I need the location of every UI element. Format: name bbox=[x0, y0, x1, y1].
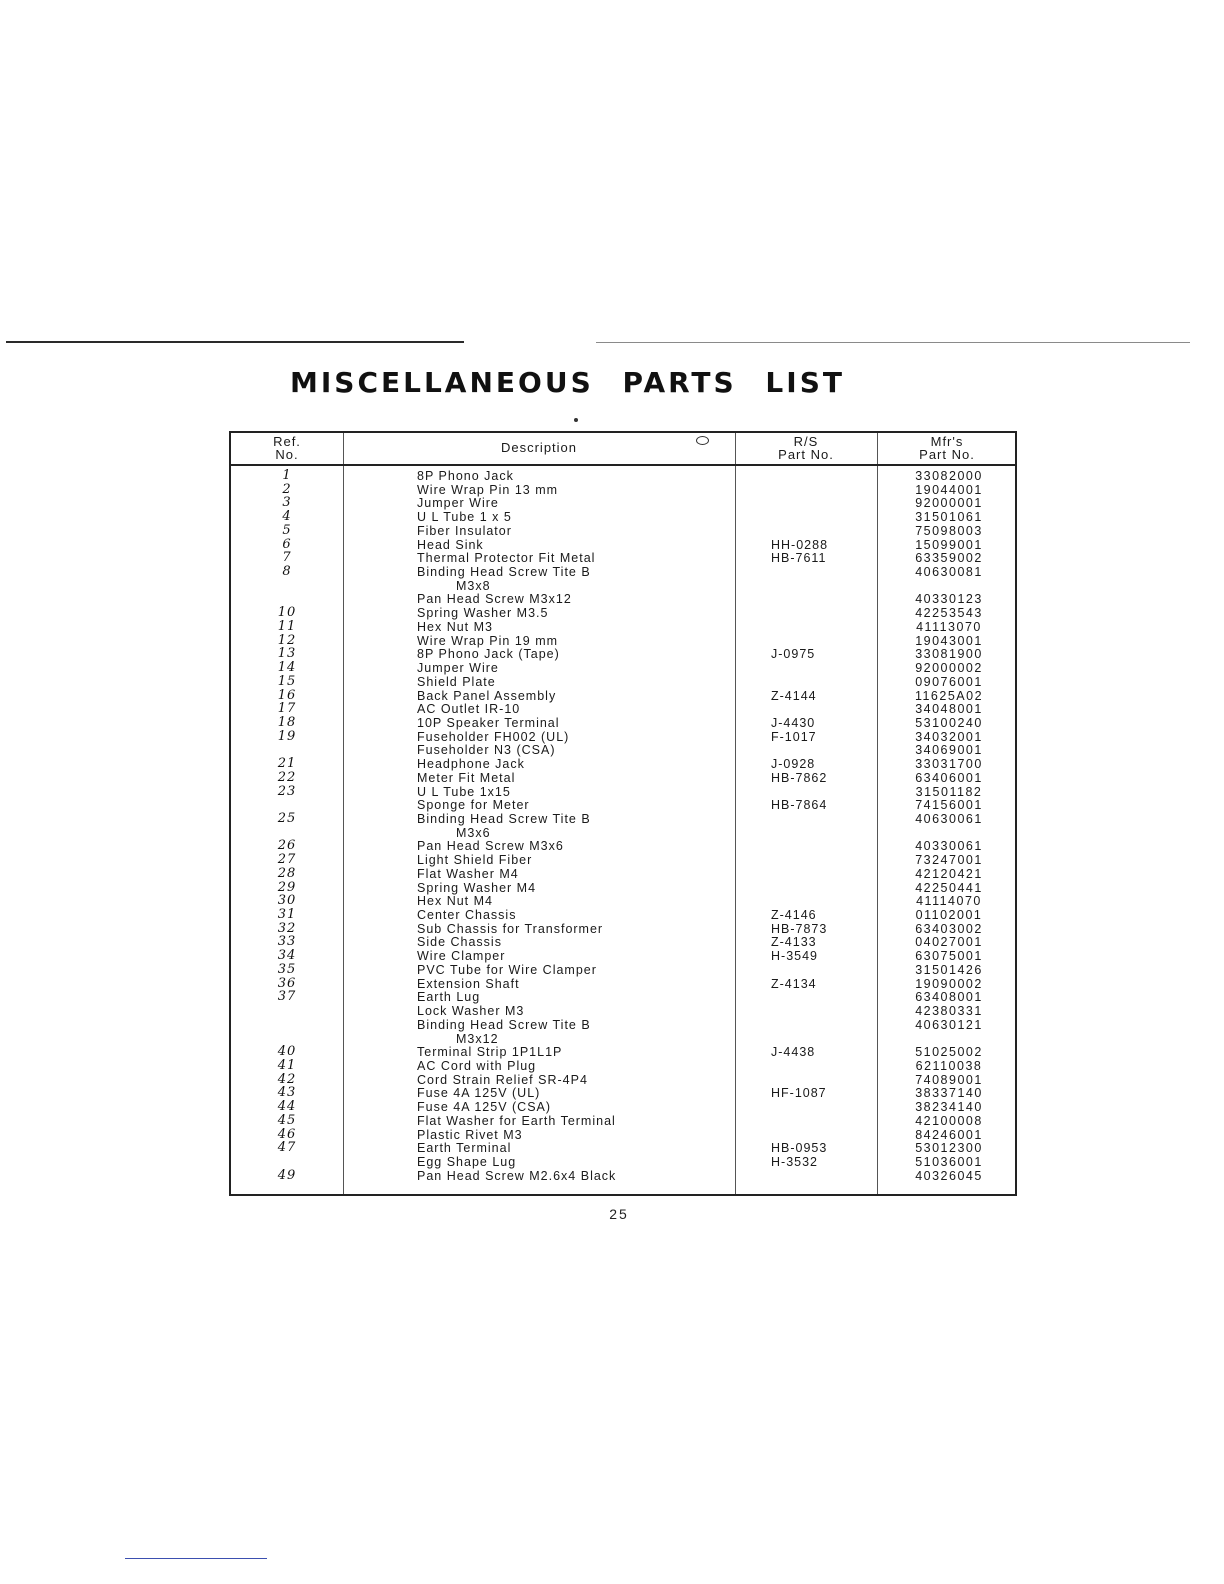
table-row bbox=[231, 647, 1015, 661]
table-row bbox=[231, 908, 1015, 922]
part-description: Binding Head Screw Tite B bbox=[417, 1017, 591, 1032]
ref-number: 14 bbox=[277, 660, 297, 676]
mfr-header-line2: Part No. bbox=[919, 447, 975, 462]
ref-number: 49 bbox=[277, 1167, 297, 1183]
ref-number: 13 bbox=[277, 646, 297, 662]
table-row bbox=[231, 963, 1015, 977]
mfr-part-number: 84246001 bbox=[915, 1127, 983, 1142]
table-row bbox=[231, 894, 1015, 908]
part-description: Sponge for Meter bbox=[417, 798, 530, 813]
part-description: Jumper Wire bbox=[417, 661, 499, 676]
ref-number: 32 bbox=[277, 920, 297, 936]
rs-part-no-header bbox=[735, 435, 877, 461]
mfr-part-number: 42250441 bbox=[915, 880, 983, 895]
ref-number: 17 bbox=[277, 701, 297, 717]
part-description: Flat Washer M4 bbox=[417, 866, 519, 881]
mfr-part-number: 62110038 bbox=[915, 1058, 983, 1073]
part-description: Headphone Jack bbox=[417, 757, 525, 772]
mfr-part-number: 40630121 bbox=[915, 1017, 983, 1032]
ref-number: 44 bbox=[277, 1099, 297, 1115]
ref-number: 28 bbox=[277, 865, 297, 881]
part-description: Wire Clamper bbox=[417, 949, 506, 964]
circle-mark bbox=[696, 436, 709, 445]
table-row bbox=[231, 1114, 1015, 1128]
ref-number: 10 bbox=[277, 605, 297, 621]
dot-mark bbox=[574, 418, 578, 422]
mfr-part-number: 92000001 bbox=[915, 496, 983, 511]
mfr-part-number: 31501182 bbox=[915, 784, 983, 799]
rs-part-number: J-0975 bbox=[771, 647, 816, 662]
part-description: Binding Head Screw Tite B bbox=[417, 812, 591, 826]
rs-part-number: HB-0953 bbox=[771, 1141, 828, 1156]
ref-number: 35 bbox=[277, 961, 297, 977]
mfr-part-number: 33081900 bbox=[915, 647, 983, 662]
ref-number: 15 bbox=[277, 673, 297, 689]
mfr-part-number: 92000002 bbox=[915, 661, 983, 676]
ref-number: 2 bbox=[282, 481, 292, 497]
ref-number: 3 bbox=[282, 495, 292, 511]
part-description: 10P Speaker Terminal bbox=[417, 715, 560, 730]
part-description: PVC Tube for Wire Clamper bbox=[417, 962, 597, 977]
ref-number: 29 bbox=[277, 879, 297, 895]
ref-number: 46 bbox=[277, 1126, 297, 1142]
rs-part-number: J-4438 bbox=[771, 1045, 816, 1060]
mfr-part-number: 41113070 bbox=[916, 619, 982, 634]
mfr-part-number: 73247001 bbox=[915, 853, 983, 868]
ref-number: 6 bbox=[282, 536, 292, 552]
mfr-part-number: 42120421 bbox=[915, 866, 983, 881]
rs-part-number: HB-7611 bbox=[771, 551, 827, 566]
part-description: Center Chassis bbox=[417, 908, 517, 923]
mfr-part-number: 33082000 bbox=[915, 469, 983, 483]
table-row bbox=[231, 867, 1015, 881]
part-description: Sub Chassis for Transformer bbox=[417, 921, 604, 936]
table-row bbox=[231, 592, 1015, 606]
ref-number: 11 bbox=[277, 618, 297, 634]
rs-part-number: Z-4144 bbox=[771, 688, 817, 703]
ref-number: 31 bbox=[277, 907, 297, 923]
ref-number: 33 bbox=[277, 934, 297, 950]
part-description: AC Cord with Plug bbox=[417, 1058, 537, 1073]
part-description: Flat Washer for Earth Terminal bbox=[417, 1113, 616, 1128]
part-description: 8P Phono Jack (Tape) bbox=[417, 647, 560, 662]
part-description: Cord Strain Relief SR-4P4 bbox=[417, 1072, 588, 1087]
part-description: Head Sink bbox=[417, 537, 484, 552]
table-row bbox=[231, 949, 1015, 963]
ref-number: 36 bbox=[277, 975, 297, 991]
table-row bbox=[231, 510, 1015, 524]
ref-number: 40 bbox=[277, 1044, 297, 1060]
table-row bbox=[231, 798, 1015, 812]
part-description: Hex Nut M3 bbox=[417, 619, 493, 634]
table-row bbox=[231, 524, 1015, 538]
table-row bbox=[231, 935, 1015, 949]
table-row bbox=[231, 1128, 1015, 1142]
table-row bbox=[231, 661, 1015, 675]
mfr-part-no-header bbox=[877, 435, 1017, 461]
part-description: Plastic Rivet M3 bbox=[417, 1127, 523, 1142]
ref-number: 37 bbox=[277, 989, 297, 1005]
part-description: Extension Shaft bbox=[417, 976, 520, 991]
mfr-part-number: 53012300 bbox=[915, 1141, 983, 1156]
rs-part-number: J-4430 bbox=[771, 715, 816, 730]
mfr-part-number: 31501061 bbox=[915, 510, 983, 525]
description-header bbox=[343, 441, 735, 454]
mfr-part-number: 33031700 bbox=[915, 757, 983, 772]
ref-number: 18 bbox=[277, 714, 297, 730]
mfr-part-number: 19044001 bbox=[915, 482, 983, 497]
mfr-part-number: 09076001 bbox=[915, 674, 983, 689]
rs-header-line1: R/S bbox=[793, 434, 819, 449]
top-rule-right bbox=[596, 342, 1190, 343]
ref-header-line1: Ref. bbox=[273, 434, 301, 449]
ref-number: 42 bbox=[277, 1071, 297, 1087]
parts-table bbox=[229, 431, 1017, 1196]
table-row bbox=[231, 922, 1015, 936]
part-description: AC Outlet IR-10 bbox=[417, 702, 521, 717]
mfr-part-number: 38234140 bbox=[915, 1100, 983, 1115]
part-description: U L Tube 1x15 bbox=[417, 784, 511, 799]
table-row bbox=[231, 538, 1015, 552]
rs-part-number: Z-4134 bbox=[771, 976, 817, 991]
ref-number: 23 bbox=[277, 783, 297, 799]
table-row bbox=[231, 496, 1015, 510]
description-header-label: Description bbox=[500, 440, 578, 455]
ref-number: 22 bbox=[277, 769, 297, 785]
rs-part-number: F-1017 bbox=[771, 729, 817, 744]
rs-part-number: HH-0288 bbox=[771, 537, 829, 552]
table-row bbox=[231, 771, 1015, 785]
part-description: Lock Washer M3 bbox=[417, 1004, 525, 1019]
table-row bbox=[231, 839, 1015, 853]
mfr-part-number: 51025002 bbox=[915, 1045, 983, 1060]
ref-number: 19 bbox=[277, 728, 297, 744]
mfr-part-number: 42100008 bbox=[915, 1113, 983, 1128]
ref-number: 47 bbox=[277, 1140, 297, 1156]
table-row bbox=[231, 551, 1015, 565]
mfr-part-number: 40630061 bbox=[915, 812, 983, 826]
part-description: Pan Head Screw M3x12 bbox=[417, 592, 572, 607]
part-description: Spring Washer M4 bbox=[417, 880, 537, 895]
ref-number: 26 bbox=[277, 838, 297, 854]
table-row bbox=[231, 689, 1015, 703]
mfr-part-number: 40330061 bbox=[915, 839, 983, 854]
table-row bbox=[231, 881, 1015, 895]
mfr-part-number: 19090002 bbox=[915, 976, 983, 991]
table-row bbox=[231, 990, 1015, 1004]
rs-part-number: HB-7864 bbox=[771, 798, 828, 813]
part-description: Fuseholder FH002 (UL) bbox=[417, 729, 570, 744]
ref-number: 41 bbox=[277, 1057, 297, 1073]
mfr-part-number: 38337140 bbox=[915, 1086, 983, 1101]
mfr-part-number: 63408001 bbox=[915, 990, 983, 1005]
ref-number: 43 bbox=[277, 1085, 297, 1101]
rs-part-number: Z-4146 bbox=[771, 908, 817, 923]
ref-header-line2: No. bbox=[275, 447, 299, 462]
ref-number: 45 bbox=[277, 1112, 297, 1128]
mfr-part-number: 15099001 bbox=[915, 537, 983, 552]
part-description: Jumper Wire bbox=[417, 496, 499, 511]
page-number: 25 bbox=[609, 1206, 629, 1222]
mfr-part-number: 40630081 bbox=[915, 565, 983, 580]
ref-number: 5 bbox=[282, 522, 292, 538]
ref-number: 12 bbox=[277, 632, 297, 648]
part-description: Wire Wrap Pin 19 mm bbox=[417, 633, 559, 648]
table-row bbox=[231, 1100, 1015, 1114]
table-row bbox=[231, 853, 1015, 867]
rs-part-number: HF-1087 bbox=[771, 1086, 827, 1101]
ref-number: 25 bbox=[277, 811, 297, 826]
mfr-part-number: 42253543 bbox=[915, 606, 983, 621]
table-row bbox=[231, 743, 1015, 757]
part-description: Binding Head Screw Tite B bbox=[417, 565, 591, 580]
mfr-part-number: 01102001 bbox=[915, 908, 983, 923]
part-description: Hex Nut M4 bbox=[417, 894, 493, 909]
ref-number: 21 bbox=[277, 756, 297, 772]
ref-number: 27 bbox=[277, 852, 297, 868]
part-description: Pan Head Screw M3x6 bbox=[417, 839, 564, 854]
part-description: Back Panel Assembly bbox=[417, 688, 557, 703]
part-description: Terminal Strip 1P1L1P bbox=[417, 1045, 563, 1060]
table-row bbox=[231, 606, 1015, 620]
mfr-part-number: 19043001 bbox=[915, 633, 983, 648]
part-description-continuation: M3x12 bbox=[456, 1031, 499, 1046]
rs-part-number: Z-4133 bbox=[771, 935, 817, 950]
mfr-part-number: 63075001 bbox=[915, 949, 983, 964]
page-title: MISCELLANEOUS PARTS LIST bbox=[290, 366, 845, 399]
table-row bbox=[231, 579, 1015, 593]
mfr-part-number: 34069001 bbox=[915, 743, 983, 758]
table-row bbox=[231, 675, 1015, 689]
table-row bbox=[231, 1155, 1015, 1169]
header-divider bbox=[231, 464, 1015, 466]
ref-number: 8 bbox=[282, 564, 292, 580]
mfr-part-number: 63406001 bbox=[915, 770, 983, 785]
part-description: Fuse 4A 125V (CSA) bbox=[417, 1100, 552, 1115]
ref-number: 4 bbox=[282, 509, 292, 525]
part-description: Wire Wrap Pin 13 mm bbox=[417, 482, 559, 497]
rs-header-line2: Part No. bbox=[778, 447, 834, 462]
ref-number: 30 bbox=[277, 893, 297, 909]
mfr-part-number: 34032001 bbox=[915, 729, 983, 744]
mfr-part-number: 40326045 bbox=[915, 1168, 983, 1183]
mfr-part-number: 04027001 bbox=[915, 935, 983, 950]
table-row bbox=[231, 1045, 1015, 1059]
mfr-part-number: 11625A02 bbox=[914, 688, 984, 703]
mfr-part-number: 31501426 bbox=[915, 962, 983, 977]
part-description: Fuse 4A 125V (UL) bbox=[417, 1086, 541, 1101]
table-row bbox=[231, 1032, 1015, 1046]
mfr-part-number: 74156001 bbox=[915, 798, 983, 813]
table-row bbox=[231, 730, 1015, 744]
table-row bbox=[231, 812, 1015, 826]
part-description: Pan Head Screw M2.6x4 Black bbox=[417, 1168, 617, 1183]
table-row bbox=[231, 1141, 1015, 1155]
mfr-part-number: 51036001 bbox=[915, 1155, 983, 1169]
part-description: Earth Terminal bbox=[417, 1141, 512, 1156]
ref-no-header bbox=[231, 435, 343, 461]
mfr-part-number: 41114070 bbox=[916, 894, 982, 909]
rs-part-number: J-0928 bbox=[771, 757, 816, 772]
mfr-part-number: 75098003 bbox=[915, 523, 983, 538]
table-row bbox=[231, 785, 1015, 799]
rs-part-number: HB-7873 bbox=[771, 921, 828, 936]
part-description: Egg Shape Lug bbox=[417, 1155, 517, 1169]
bottom-link-line bbox=[125, 1558, 267, 1559]
table-row bbox=[231, 1086, 1015, 1100]
mfr-part-number: 63403002 bbox=[915, 921, 983, 936]
table-row bbox=[231, 1169, 1015, 1183]
part-description: Fiber Insulator bbox=[417, 523, 512, 538]
mfr-part-number: 40330123 bbox=[915, 592, 983, 607]
mfr-header-line1: Mfr's bbox=[930, 434, 964, 449]
table-row bbox=[231, 757, 1015, 771]
ref-number: 16 bbox=[277, 687, 297, 703]
mfr-part-number: 53100240 bbox=[915, 715, 983, 730]
rs-part-number: HB-7862 bbox=[771, 770, 828, 785]
part-description: Side Chassis bbox=[417, 935, 502, 950]
mfr-part-number: 34048001 bbox=[915, 702, 983, 717]
mfr-part-number: 74089001 bbox=[915, 1072, 983, 1087]
ref-number: 34 bbox=[277, 948, 297, 964]
part-description: Shield Plate bbox=[417, 674, 496, 689]
part-description: Fuseholder N3 (CSA) bbox=[417, 743, 556, 758]
part-description-continuation: M3x8 bbox=[456, 578, 491, 593]
rs-part-number: H-3532 bbox=[771, 1155, 818, 1169]
table-row bbox=[231, 1018, 1015, 1032]
part-description: 8P Phono Jack bbox=[417, 469, 514, 483]
table-row bbox=[231, 1004, 1015, 1018]
ref-number: 1 bbox=[282, 468, 292, 483]
table-row bbox=[231, 826, 1015, 840]
top-rule-left bbox=[6, 341, 464, 343]
table-row bbox=[231, 1059, 1015, 1073]
rs-part-number: H-3549 bbox=[771, 949, 818, 964]
table-row bbox=[231, 565, 1015, 579]
table-row bbox=[231, 1073, 1015, 1087]
table-row bbox=[231, 977, 1015, 991]
table-row bbox=[231, 483, 1015, 497]
part-description: Meter Fit Metal bbox=[417, 770, 516, 785]
mfr-part-number: 42380331 bbox=[915, 1004, 983, 1019]
ref-number: 7 bbox=[282, 550, 292, 566]
part-description-continuation: M3x6 bbox=[456, 825, 491, 840]
table-row bbox=[231, 634, 1015, 648]
table-row bbox=[231, 469, 1015, 483]
table-row bbox=[231, 620, 1015, 634]
part-description: Thermal Protector Fit Metal bbox=[417, 551, 596, 566]
part-description: Spring Washer M3.5 bbox=[417, 606, 549, 621]
table-row bbox=[231, 702, 1015, 716]
part-description: U L Tube 1 x 5 bbox=[417, 510, 512, 525]
part-description: Light Shield Fiber bbox=[417, 853, 533, 868]
mfr-part-number: 63359002 bbox=[915, 551, 983, 566]
part-description: Earth Lug bbox=[417, 990, 481, 1005]
table-row bbox=[231, 716, 1015, 730]
